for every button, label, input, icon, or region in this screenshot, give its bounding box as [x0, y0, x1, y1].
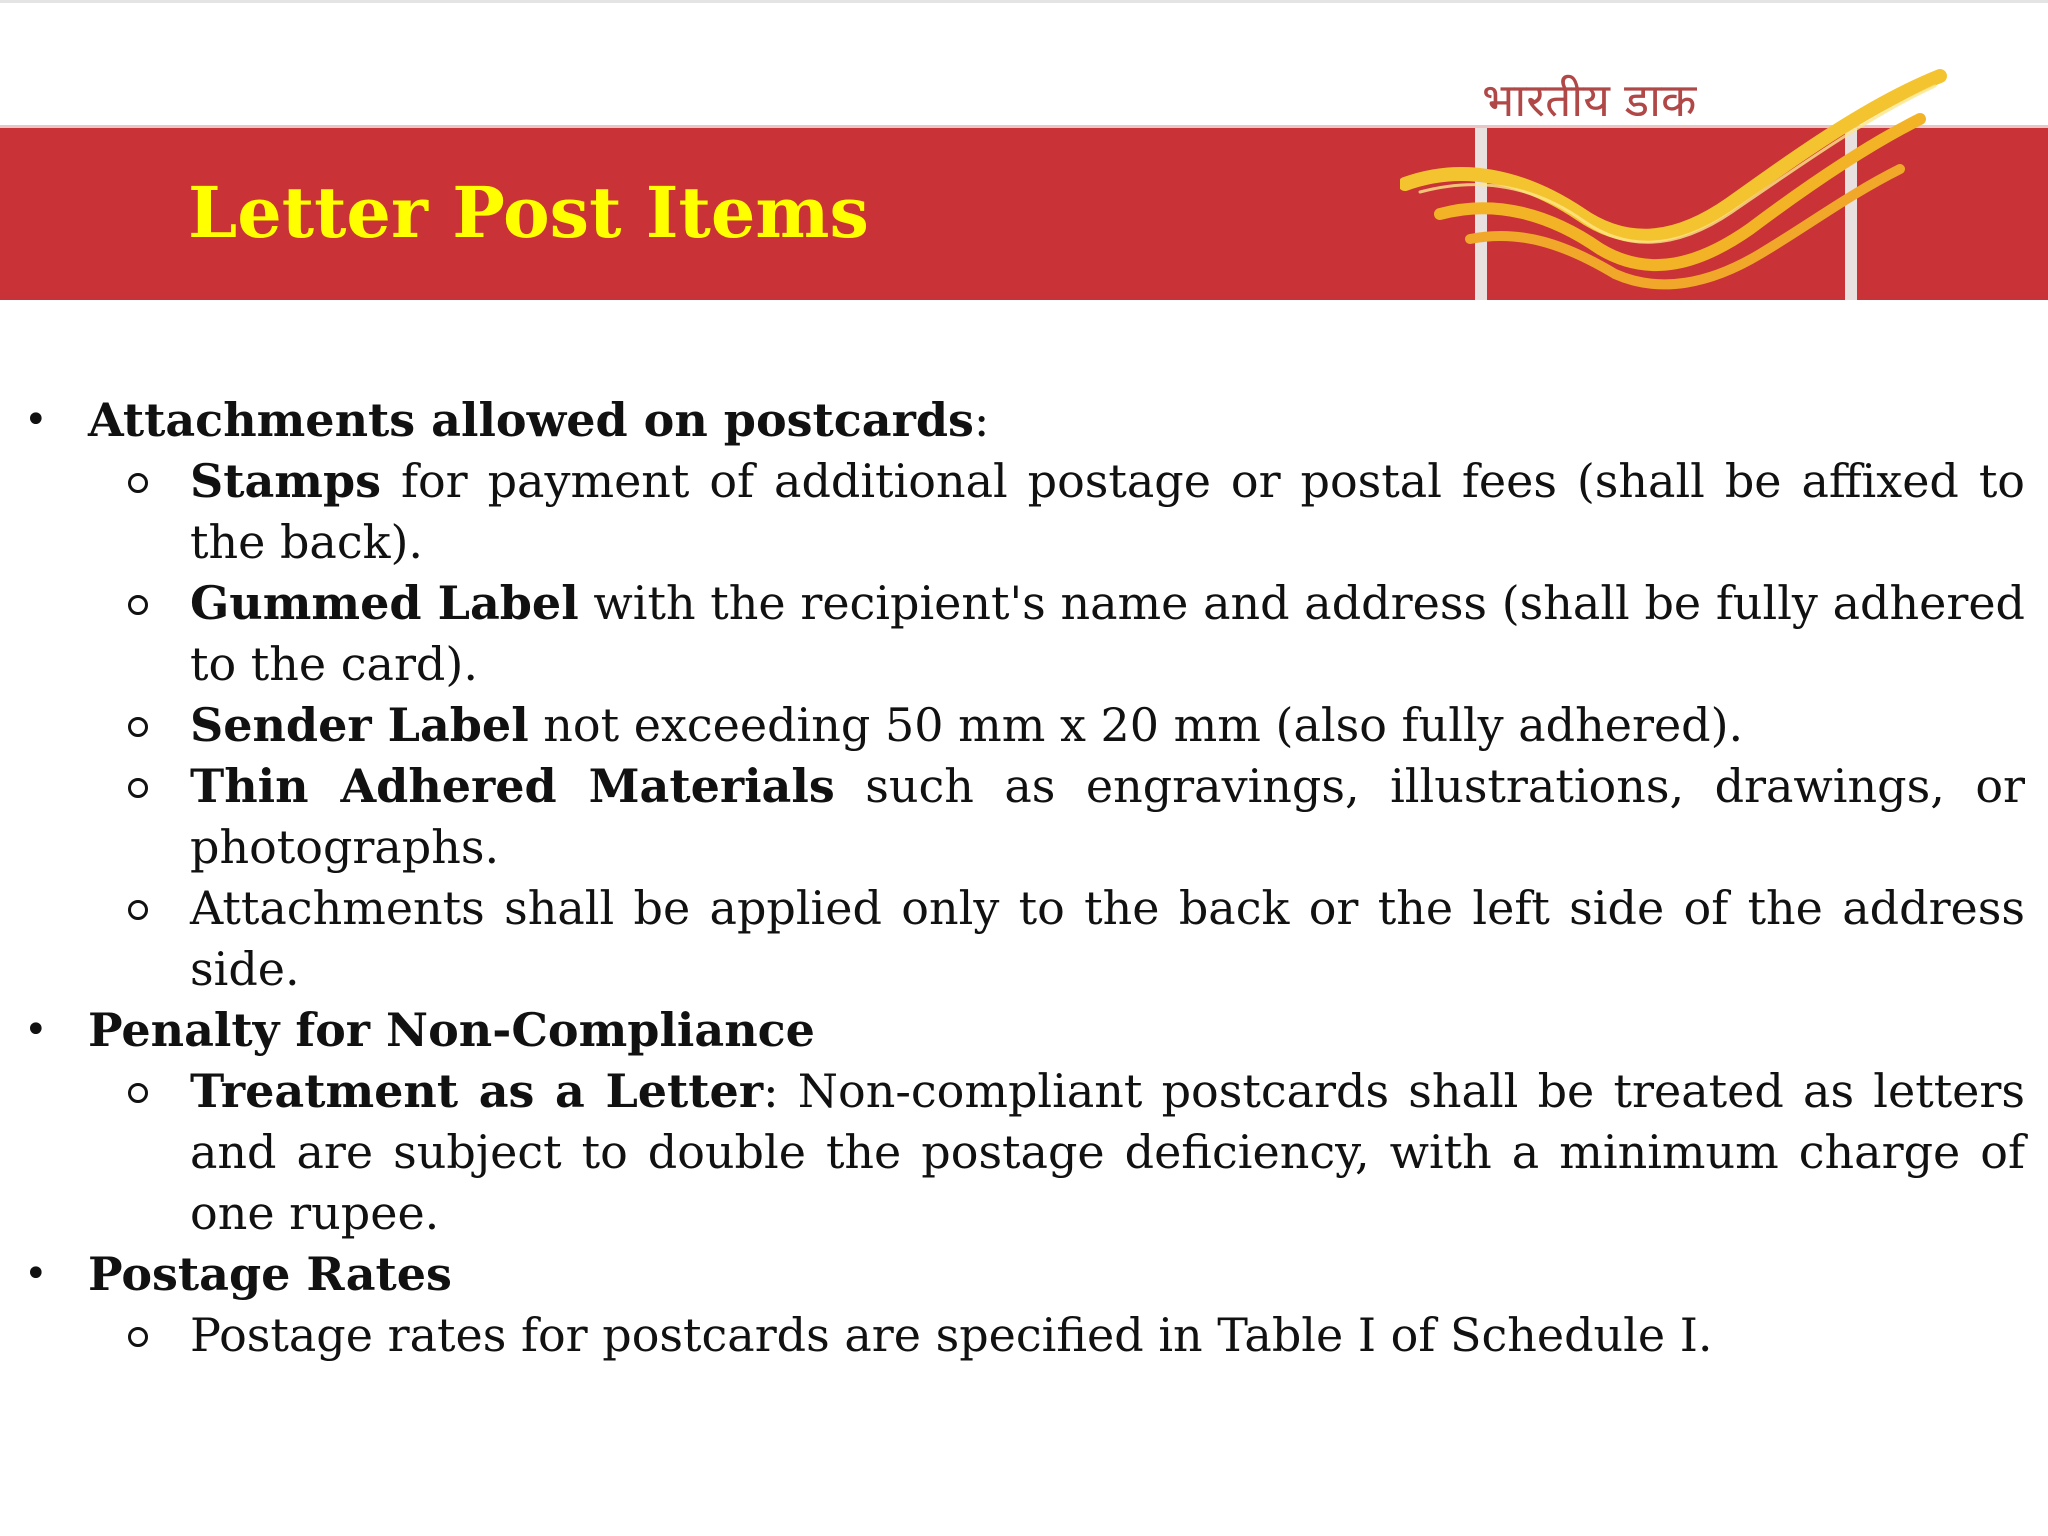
- sub-item-text: Attachments shall be applied only to the back or the left side of the address side.: [190, 881, 2025, 996]
- sub-item-bold: Sender Label: [190, 698, 529, 752]
- sub-item-text: with the recipient's name and address (shall be fully adhered to the card).: [190, 576, 2026, 691]
- bullet-dot-icon: •: [24, 397, 48, 443]
- sub-item-bold: Stamps: [190, 454, 382, 508]
- section-penalty: [0, 1000, 2028, 1061]
- sub-item: [0, 878, 2025, 1000]
- sub-item-bold: Treatment as a Letter: [190, 1064, 764, 1118]
- logo-swoosh-highlight: [1420, 86, 1935, 242]
- india-post-logo-icon: [1400, 64, 1960, 300]
- sub-item-text: for payment of additional postage or postal fees (shall be affixed to the back).: [190, 454, 2025, 569]
- section-heading: Postage Rates: [88, 1247, 452, 1301]
- sub-item: [0, 756, 2025, 878]
- circle-bullet-icon: [128, 900, 148, 920]
- section-attachments: [0, 390, 2028, 451]
- sub-item: [0, 1305, 2025, 1366]
- section-heading: Attachments allowed on postcards: [88, 393, 974, 447]
- bullet-dot-icon: •: [24, 1251, 48, 1297]
- bullet-dot-icon: •: [24, 1007, 48, 1053]
- section-postage-rates: [0, 1244, 2028, 1305]
- sub-item-text: Postage rates for postcards are specified in Table I of Schedule I.: [190, 1308, 1713, 1362]
- slide-title: Letter Post Items: [188, 171, 869, 254]
- circle-bullet-icon: [128, 1083, 148, 1103]
- sub-item-text: not exceeding 50 mm x 20 mm (also fully adhered).: [528, 698, 1744, 752]
- bullet-list: [0, 390, 2048, 1366]
- sub-item: [0, 1061, 2025, 1244]
- sub-item-text: such as engravings, illustrations, drawings, or photographs.: [190, 759, 2025, 874]
- india-post-logo-text: भारतीय डाक: [1482, 73, 1697, 127]
- sub-item: [0, 451, 2025, 573]
- sub-item-bold: Thin Adhered Materials: [190, 759, 835, 813]
- circle-bullet-icon: [128, 1327, 148, 1347]
- sub-item-text: : Non-compliant postcards shall be treated as letters and are subject to double the postage deficiency, with a minimum charge of one rupee.: [190, 1064, 2025, 1240]
- section-heading-suffix: :: [973, 393, 990, 447]
- section-heading: Penalty for Non-Compliance: [88, 1003, 815, 1057]
- circle-bullet-icon: [128, 473, 148, 493]
- circle-bullet-icon: [128, 778, 148, 798]
- top-border: [0, 0, 2048, 3]
- sub-item: [0, 695, 2025, 756]
- sub-item: [0, 573, 2025, 695]
- content-body: [0, 390, 2048, 1366]
- circle-bullet-icon: [128, 595, 148, 615]
- sub-item-bold: Gummed Label: [190, 576, 579, 630]
- circle-bullet-icon: [128, 717, 148, 737]
